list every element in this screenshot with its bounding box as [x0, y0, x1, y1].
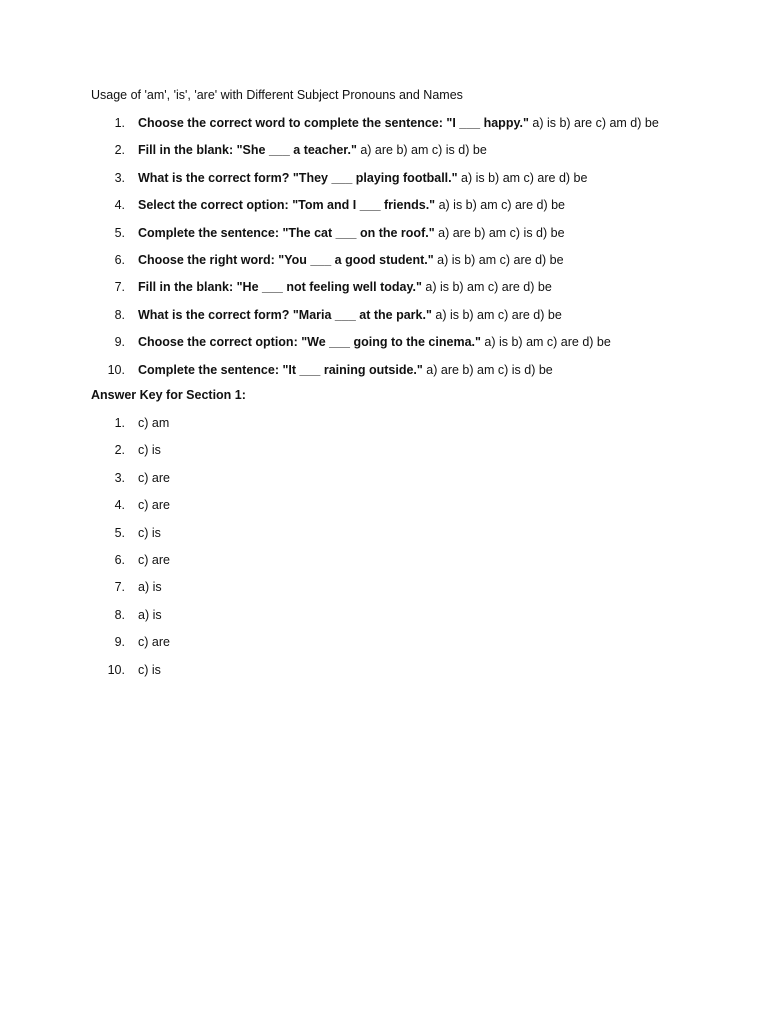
question-text: [138, 306, 562, 324]
question-options: a) is b) am c) are d) be: [431, 307, 562, 322]
question-text: [138, 169, 587, 187]
answer-text: c) is: [138, 443, 161, 458]
answer-text: a) is: [138, 607, 162, 622]
answer-text: c) are: [138, 470, 170, 485]
question-text: [138, 196, 565, 214]
question-number: 3.: [114, 170, 125, 185]
question-prompt: Fill in the blank: "He ___ not feeling well today.": [138, 280, 422, 295]
answer-text: c) is: [138, 525, 161, 540]
answer-text: c) are: [138, 552, 170, 567]
question-number: 8.: [114, 307, 125, 322]
answer-number: 6.: [114, 552, 125, 567]
question-text: [138, 251, 564, 269]
answer-number: 7.: [114, 580, 125, 595]
question-text: [138, 224, 565, 242]
question-options: a) is b) am c) are d) be: [480, 335, 611, 350]
document-title: Usage of 'am', 'is', 'are' with Different Subject Pronouns and Names: [91, 88, 463, 102]
answer-number: 2.: [114, 443, 125, 458]
answer-number: 5.: [114, 525, 125, 540]
question-number: 10.: [107, 362, 125, 377]
answer-text: c) is: [138, 662, 161, 677]
question-number: 6.: [114, 252, 125, 267]
question-text: [138, 141, 487, 159]
question-text: [138, 333, 611, 351]
question-prompt: Fill in the blank: "She ___ a teacher.": [138, 143, 357, 158]
answer-text: c) are: [138, 498, 170, 513]
question-prompt: Choose the correct word to complete the sentence: "I ___ happy.": [138, 116, 529, 130]
answer-number: 4.: [114, 498, 125, 513]
answer-number: 8.: [114, 607, 125, 622]
question-number: 2.: [114, 143, 125, 158]
question-number: 7.: [114, 280, 125, 295]
question-number: 9.: [114, 335, 125, 350]
question-text: [138, 278, 552, 296]
question-options: a) is b) am c) are d) be: [433, 252, 564, 267]
question-options: a) is b) am c) are d) be: [435, 198, 566, 213]
answer-number: 3.: [114, 470, 125, 485]
question-prompt: What is the correct form? "Maria ___ at the park.": [138, 307, 432, 322]
question-options: a) is b) are c) am d) be: [528, 116, 659, 130]
question-options: a) are b) am c) is d) be: [434, 225, 565, 240]
question-prompt: Choose the right word: "You ___ a good student.": [138, 252, 434, 267]
question-text: [138, 114, 659, 132]
question-prompt: Select the correct option: "Tom and I ___ friends.": [138, 198, 436, 213]
question-prompt: Complete the sentence: "The cat ___ on the roof.": [138, 225, 435, 240]
question-number: 5.: [114, 225, 125, 240]
answer-number: 10.: [107, 662, 125, 677]
answer-text: c) are: [138, 635, 170, 650]
answer-number: 9.: [114, 635, 125, 650]
question-prompt: What is the correct form? "They ___ playing football.": [138, 170, 458, 185]
question-options: a) are b) am c) is d) be: [422, 362, 553, 377]
answer-key-heading: Answer Key for Section 1:: [91, 388, 246, 402]
answer-text: a) is: [138, 580, 162, 595]
question-options: a) is b) am c) are d) be: [421, 280, 552, 295]
question-prompt: Choose the correct option: "We ___ going to the cinema.": [138, 335, 481, 350]
answer-number: 1.: [114, 416, 125, 430]
question-number: 1.: [114, 116, 125, 130]
question-text: [138, 361, 553, 379]
question-options: a) is b) am c) are d) be: [457, 170, 588, 185]
answer-text: c) am: [138, 416, 170, 430]
question-prompt: Complete the sentence: "It ___ raining outside.": [138, 362, 423, 377]
question-number: 4.: [114, 198, 125, 213]
question-options: a) are b) am c) is d) be: [356, 143, 487, 158]
